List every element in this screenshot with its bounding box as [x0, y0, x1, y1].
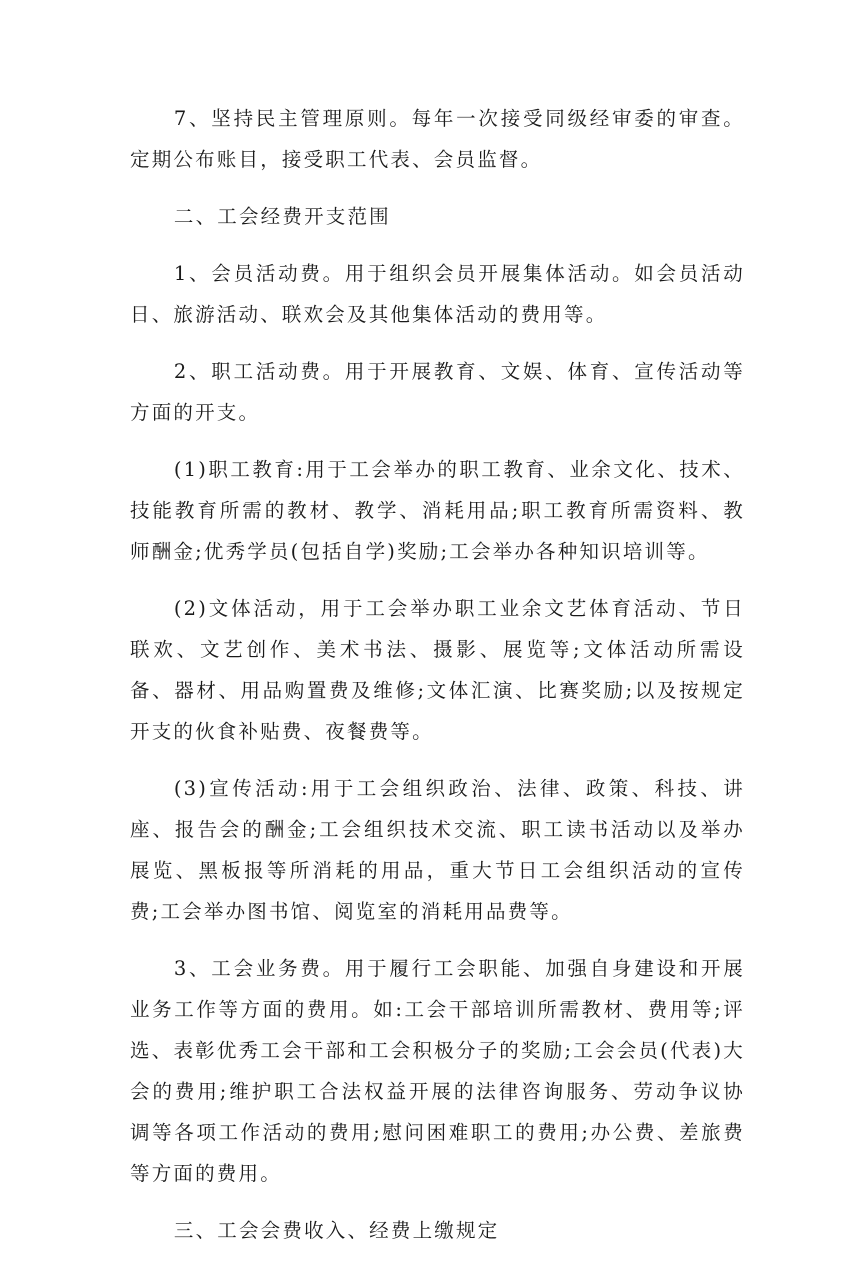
paragraph-cultural-sports: (2)文体活动，用于工会举办职工业余文艺体育活动、节日联欢、文艺创作、美术书法、摄影、展览等;文体活动所需设备、器材、用品购置费及维修;文体汇演、比赛奖励;以及按规定开支的伙食补贴费、夜餐费等。 — [130, 597, 745, 743]
section-heading-income-remittance: 三、工会会费收入、经费上缴规定 — [173, 1219, 500, 1242]
paragraph-member-activity-fee: 1、会员活动费。用于组织会员开展集体活动。如会员活动日、旅游活动、联欢会及其他集体活动的费用等。 — [130, 262, 745, 326]
paragraph-publicity: (3)宣传活动:用于工会组织政治、法律、政策、科技、讲座、报告会的酬金;工会组织技术交流、职工读书活动以及举办展览、黑板报等所消耗的用品，重大节日工会组织活动的宣传费;工会举办图书馆、阅览室的消耗用品费等。 — [130, 777, 745, 923]
paragraph-staff-activity-fee: 2、职工活动费。用于开展教育、文娱、体育、宣传活动等方面的开支。 — [130, 360, 745, 424]
paragraph-item-7-principle: 7、坚持民主管理原则。每年一次接受同级经审委的审查。定期公布账目，接受职工代表、会员监督。 — [130, 107, 745, 171]
document-body — [130, 98, 745, 1267]
paragraph-union-business-fee: 3、工会业务费。用于履行工会职能、加强自身建设和开展业务工作等方面的费用。如:工会干部培训所需教材、费用等;评选、表彰优秀工会干部和工会积极分子的奖励;工会会员(代表)大会的费用;维护职工合法权益开展的法律咨询服务、劳动争议协调等各项工作活动的费用;慰问困难职工的费用;办公费、差旅费等方面的费用。 — [130, 957, 745, 1185]
section-heading-expenditure-scope: 二、工会经费开支范围 — [173, 205, 391, 228]
paragraph-staff-education: (1)职工教育:用于工会举办的职工教育、业余文化、技术、技能教育所需的教材、教学、消耗用品;职工教育所需资料、教师酬金;优秀学员(包括自学)奖励;工会举办各种知识培训等。 — [130, 458, 745, 563]
